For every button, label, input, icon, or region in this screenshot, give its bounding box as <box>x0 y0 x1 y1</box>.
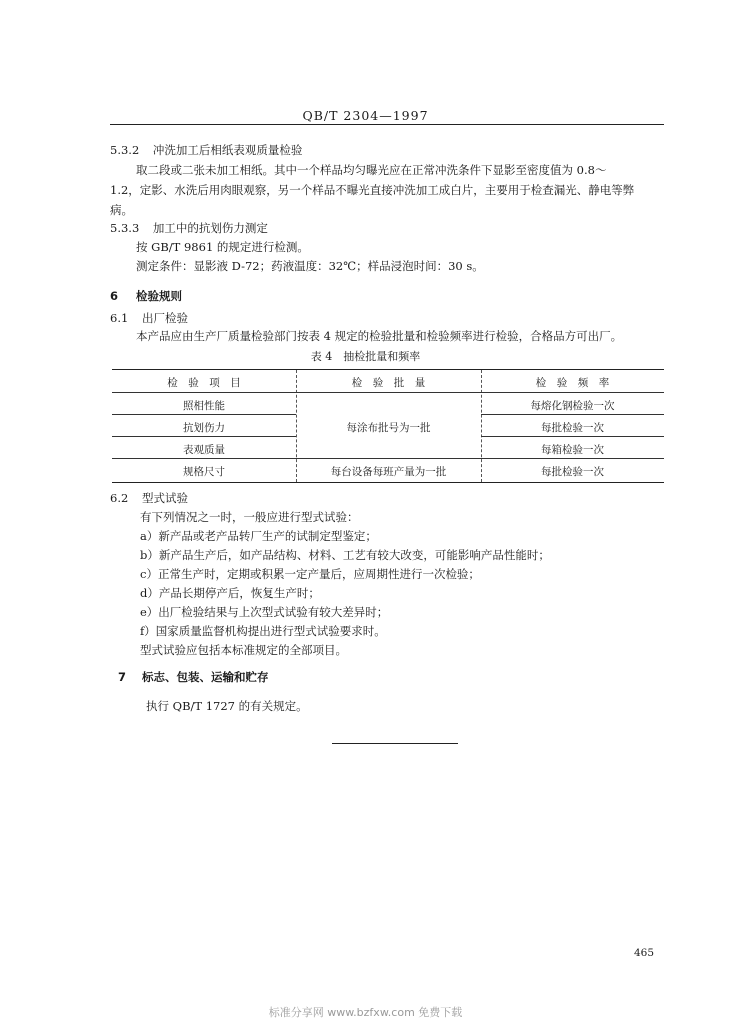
list-item: f）国家质量监督机构提出进行型式试验要求时。 <box>140 624 386 638</box>
section-title: 加工中的抗划伤力测定 <box>152 221 268 235</box>
row-rule <box>481 458 664 459</box>
paragraph-line: 本产品应由生产厂质量检验部门按表 4 规定的检验批量和检验频率进行检验，合格品方可出厂。 <box>136 329 623 343</box>
row-rule <box>112 436 296 437</box>
watermark-footer: 标准分享网 www.bzfxw.com 免费下载 <box>268 1006 463 1019</box>
end-rule <box>332 743 458 744</box>
paragraph-line: 病。 <box>110 203 133 217</box>
paragraph-line: 取二段或二张未加工相纸。其中一个样品均匀曝光应在正常冲洗条件下显影至密度值为 0.8～ <box>136 163 607 177</box>
table-cell-item: 规格尺寸 <box>183 466 225 478</box>
section-6-1-heading <box>110 310 188 326</box>
paragraph-line: 型式试验应包括本标准规定的全部项目。 <box>140 643 347 657</box>
table-header-batch: 检 验 批 量 <box>351 377 426 389</box>
row-rule <box>481 436 664 437</box>
row-rule <box>296 458 481 459</box>
table-header-item: 检 验 项 目 <box>167 377 241 389</box>
section-title: 冲洗加工后相纸表观质量检验 <box>152 143 303 157</box>
table-cell-frequency: 每批检验一次 <box>541 466 604 478</box>
table-cell-item: 表观质量 <box>183 444 225 456</box>
section-title: 检验规则 <box>136 289 183 303</box>
table-header-frequency: 检 验 频 率 <box>535 377 610 389</box>
row-rule <box>112 414 296 415</box>
page-number: 465 <box>634 947 655 959</box>
section-6-heading <box>110 288 182 304</box>
paragraph-line: 有下列情况之一时，一般应进行型式试验： <box>140 510 359 524</box>
section-7-heading <box>118 669 269 685</box>
section-title: 标志、包装、运输和贮存 <box>142 670 269 684</box>
table-cell-batch: 每涂布批号为一批 <box>346 422 431 434</box>
section-title: 出厂检验 <box>141 311 188 325</box>
section-5-3-3-heading <box>110 220 268 236</box>
row-rule <box>112 458 296 459</box>
table-cell-batch: 每台设备每班产量为一批 <box>330 466 447 478</box>
list-item: c）正常生产时，定期或积累一定产量后，应周期性进行一次检验； <box>140 567 480 581</box>
section-5-3-2-heading <box>110 142 302 158</box>
table-cell-frequency: 每熔化钢检验一次 <box>530 400 615 412</box>
paragraph-line: 测定条件：显影液 D-72；药液温度：32℃；样品浸泡时间：30 s。 <box>136 259 484 273</box>
list-item: b）新产品生产后，如产品结构、材料、工艺有较大改变，可能影响产品性能时； <box>140 548 550 562</box>
table-cell-item: 照相性能 <box>183 400 225 412</box>
section-6-2-heading <box>110 490 188 506</box>
paragraph-line: 执行 QB/T 1727 的有关规定。 <box>146 699 308 713</box>
list-item: e）出厂检验结果与上次型式试验有较大差异时； <box>140 605 389 619</box>
header-row-rule <box>112 392 664 393</box>
section-number: 6 <box>110 289 119 303</box>
section-number: 5.3.2 <box>110 143 140 157</box>
section-title: 型式试验 <box>141 491 188 505</box>
section-number: 5.3.3 <box>110 221 140 235</box>
standard-number-header: QB/T 2304—1997 <box>302 108 429 123</box>
section-number: 6.2 <box>110 491 129 505</box>
table-4 <box>112 369 664 483</box>
paragraph-line: 按 GB/T 9861 的规定进行检测。 <box>136 240 309 254</box>
section-number: 7 <box>118 670 127 684</box>
table-cell-frequency: 每箱检验一次 <box>541 444 604 456</box>
section-number: 6.1 <box>110 311 129 325</box>
list-item: a）新产品或老产品转厂生产的试制定型鉴定； <box>140 529 377 543</box>
table-cell-item: 抗划伤力 <box>183 422 225 434</box>
row-rule <box>481 414 664 415</box>
list-item: d）产品长期停产后，恢复生产时； <box>140 586 320 600</box>
header-rule <box>110 124 664 125</box>
paragraph-line: 1.2，定影、水洗后用肉眼观察，另一个样品不曝光直接冲洗加工成白片，主要用于检查漏光、静电等弊 <box>110 183 635 197</box>
table-cell-frequency: 每批检验一次 <box>541 422 604 434</box>
table-caption: 表 4 抽检批量和频率 <box>310 350 421 363</box>
